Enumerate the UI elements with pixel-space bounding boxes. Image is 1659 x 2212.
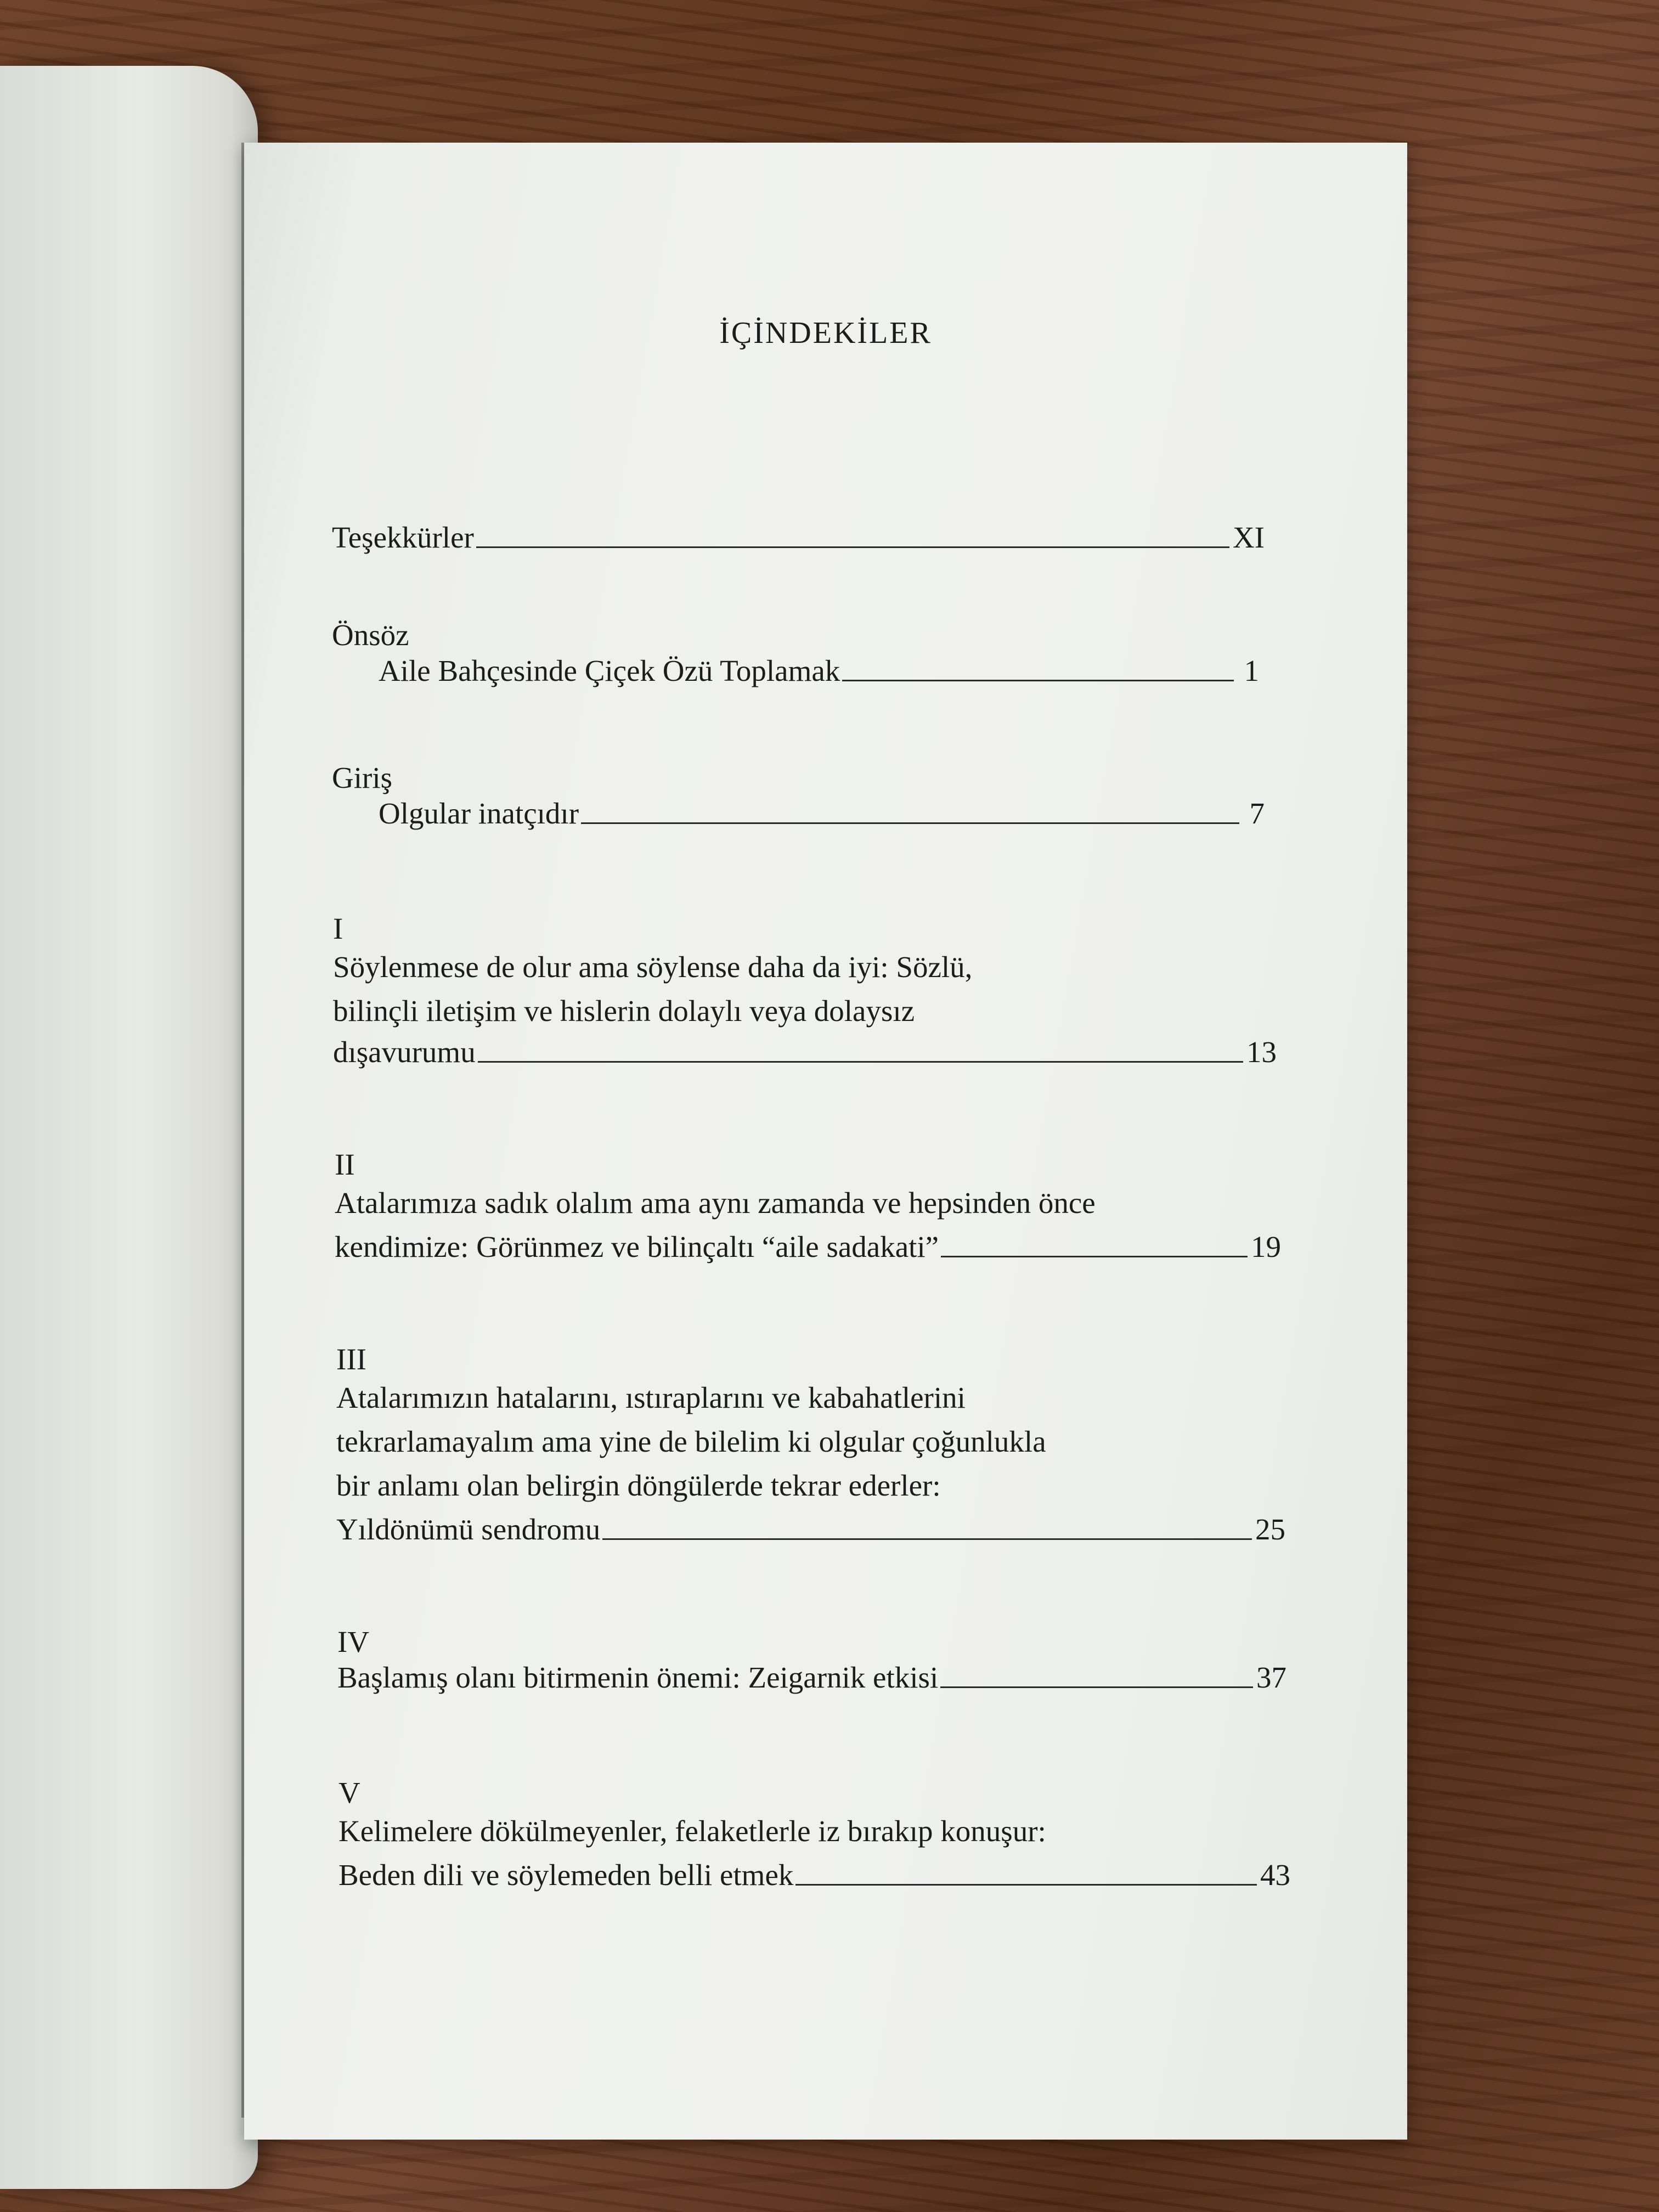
page-number: 25 — [1255, 1513, 1285, 1546]
section-label: Giriş — [332, 761, 392, 794]
toc-entry-preface — [379, 656, 1259, 686]
toc-entry-chapter-3 — [336, 1514, 1285, 1544]
page-number: 19 — [1251, 1230, 1281, 1263]
dot-leader — [842, 680, 1234, 681]
left-page — [0, 66, 258, 2189]
entry-line: Söylenmese de olur ama söylense daha da iyi: Sözlü, — [333, 950, 973, 984]
toc-entry-chapter-2 — [335, 1232, 1281, 1262]
chapter-numeral: III — [336, 1342, 366, 1376]
page-number: 7 — [1249, 797, 1265, 830]
entry-title: kendimize: Görünmez ve bilinçaltı “aile sadakati” — [335, 1230, 939, 1263]
entry-title: Beden dili ve söylemeden belli etmek — [338, 1858, 794, 1892]
dot-leader — [602, 1538, 1252, 1540]
toc-entry-acknowledgements — [332, 522, 1265, 552]
entry-title: Yıldönümü sendromu — [336, 1513, 601, 1546]
dot-leader — [478, 1061, 1243, 1063]
entry-line: Atalarımıza sadık olalım ama aynı zamanda ve hepsinden önce — [335, 1186, 1096, 1220]
page-number: 43 — [1260, 1858, 1290, 1892]
toc-entry-chapter-1 — [333, 1037, 1277, 1067]
entry-title: Teşekkürler — [332, 521, 474, 554]
entry-title: dışavurumu — [333, 1035, 476, 1069]
entry-line: Atalarımızın hatalarını, ıstıraplarını ve kabahatlerini — [336, 1381, 966, 1414]
entry-title: Olgular inatçıdır — [379, 797, 579, 830]
entry-line: tekrarlamayalım ama yine de bilelim ki olgular çoğunlukla — [336, 1425, 1046, 1458]
dot-leader — [940, 1686, 1253, 1688]
page-number: XI — [1232, 521, 1265, 554]
page-number: 37 — [1256, 1661, 1286, 1694]
dot-leader — [941, 1256, 1248, 1257]
chapter-numeral: II — [335, 1148, 355, 1181]
entry-line: bilinçli iletişim ve hislerin dolaylı veya dolaysız — [333, 994, 915, 1028]
toc-entry-chapter-5 — [338, 1860, 1290, 1890]
right-page — [244, 143, 1407, 2140]
entry-line: Kelimelere dökülmeyenler, felaketlerle iz bırakıp konuşur: — [338, 1814, 1046, 1848]
dot-leader — [476, 546, 1229, 548]
dot-leader — [795, 1884, 1257, 1886]
entry-title: Aile Bahçesinde Çiçek Özü Toplamak — [379, 654, 840, 687]
dot-leader — [581, 822, 1239, 824]
chapter-numeral: V — [338, 1776, 360, 1809]
page-number: 1 — [1244, 654, 1259, 687]
page-number: 13 — [1246, 1035, 1277, 1069]
toc-title: İÇİNDEKİLER — [719, 316, 932, 350]
entry-title: Başlamış olanı bitirmenin önemi: Zeigarnik etkisi — [337, 1661, 939, 1694]
chapter-numeral: IV — [337, 1625, 370, 1658]
section-label: Önsöz — [332, 618, 409, 652]
chapter-numeral: I — [333, 912, 343, 945]
toc-entry-chapter-4 — [337, 1662, 1286, 1692]
entry-line: bir anlamı olan belirgin döngülerde tekrar ederler: — [336, 1469, 941, 1502]
table-of-contents — [244, 143, 1407, 2140]
toc-entry-introduction — [379, 798, 1265, 828]
